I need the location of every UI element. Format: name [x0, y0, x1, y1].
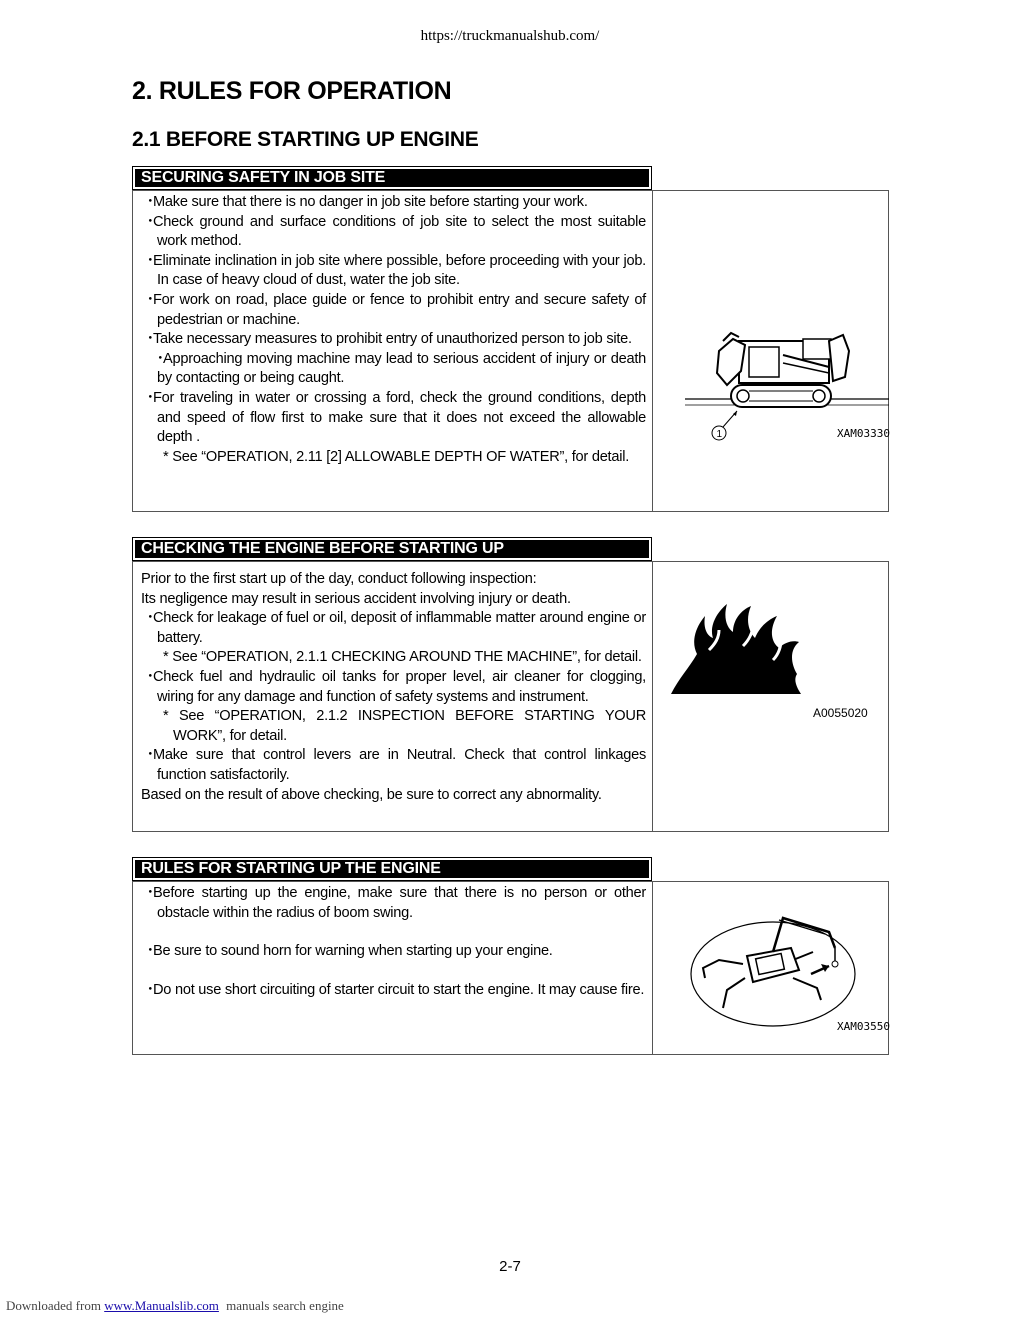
section-body: [132, 190, 889, 512]
see-note: * See “OPERATION, 2.11 [2] ALLOWABLE DEPTH OF WATER”, for detail.: [163, 448, 630, 465]
intro-text: Prior to the first start up of the day, conduct following inspection:: [141, 571, 537, 587]
figure-code: XAM03330: [837, 427, 890, 440]
section-text: [133, 191, 653, 511]
section-heading-bar: [132, 537, 652, 561]
see-note: * See “OPERATION, 2.1.1 CHECKING AROUND THE MACHINE”, for detail.: [163, 649, 642, 666]
flame-icon: [669, 598, 809, 698]
boom-swing-figure: [653, 908, 889, 1028]
page-number: 2-7: [499, 1258, 521, 1275]
see-note: * See “OPERATION, 2.1.2 INSPECTION BEFORE STARTING YOUR WORK”, for detail.: [163, 708, 646, 744]
section-heading-bar: [132, 166, 652, 190]
section-heading: SECURING SAFETY IN JOB SITE: [135, 169, 649, 187]
manualslib-link[interactable]: www.Manualslib.com: [104, 1298, 219, 1313]
bullet-item: ・ Make sure that there is no danger in job site before starting your work.: [141, 193, 646, 213]
section-heading: CHECKING THE ENGINE BEFORE STARTING UP: [135, 540, 649, 558]
closing-text: Based on the result of above checking, be sure to correct any abnormality.: [141, 786, 602, 803]
section-starting-rules: [132, 857, 889, 1055]
bullet-item: ・ Check for leakage of fuel or oil, deposit of inflammable matter around engine or battery.: [141, 609, 646, 648]
figure-panel: [653, 191, 888, 511]
footer-suffix: manuals search engine: [226, 1298, 344, 1313]
footer-prefix: Downloaded from: [6, 1298, 101, 1313]
intro-text: Its negligence may result in serious accident involving injury or death.: [141, 590, 571, 607]
header-url[interactable]: https://truckmanualshub.com/: [420, 28, 600, 44]
bullet-item: ・ For traveling in water or crossing a ford, check the ground conditions, depth and speed of flow first to make sure that it does not exceed the allowable depth .: [141, 389, 646, 448]
bullet-item: ・ Eliminate inclination in job site where possible, before proceeding with your job. In case of heavy cloud of dust, water the job site.: [141, 252, 646, 291]
bullet-continuation: ・ Approaching moving machine may lead to serious accident of injury or death by contacting or being caught.: [141, 350, 646, 389]
section-body: [132, 561, 889, 832]
callout-number: 1: [716, 429, 723, 440]
section-securing-safety: [132, 166, 889, 512]
figure-panel: [653, 882, 888, 1054]
figure-code: A0055020: [813, 706, 868, 720]
bullet-item: ・ Check ground and surface conditions of job site to select the most suitable work method.: [141, 213, 646, 252]
section-text: [133, 882, 653, 1054]
section-body: [132, 881, 889, 1055]
bullet-item: ・ Take necessary measures to prohibit entry of unauthorized person to job site.: [141, 330, 646, 350]
bullet-item: ・ Be sure to sound horn for warning when starting up your engine.: [141, 942, 646, 962]
bullet-item: ・ Do not use short circuiting of starter circuit to start the engine. It may cause fire.: [141, 981, 646, 1001]
bullet-item: ・ Make sure that control levers are in Neutral. Check that control linkages function satisfactorily.: [141, 746, 646, 785]
section-heading-bar: [132, 857, 652, 881]
bullet-item: ・ For work on road, place guide or fence to prohibit entry and secure safety of pedestrian or machine.: [141, 291, 646, 330]
figure-code: XAM03550: [837, 1020, 890, 1033]
page-title: 2. RULES FOR OPERATION: [132, 77, 452, 105]
section-checking-engine: [132, 537, 889, 832]
section-heading: RULES FOR STARTING UP THE ENGINE: [135, 860, 649, 878]
bullet-item: ・ Check fuel and hydraulic oil tanks for proper level, air cleaner for clogging, wiring for any damage and function of safety systems and instrument.: [141, 668, 646, 707]
figure-panel: [653, 562, 888, 831]
section-title: 2.1 BEFORE STARTING UP ENGINE: [132, 128, 479, 151]
section-text: [133, 562, 653, 831]
bullet-item: ・ Before starting up the engine, make sure that there is no person or other obstacle within the radius of boom swing.: [141, 884, 646, 923]
download-footer: [6, 1298, 344, 1314]
